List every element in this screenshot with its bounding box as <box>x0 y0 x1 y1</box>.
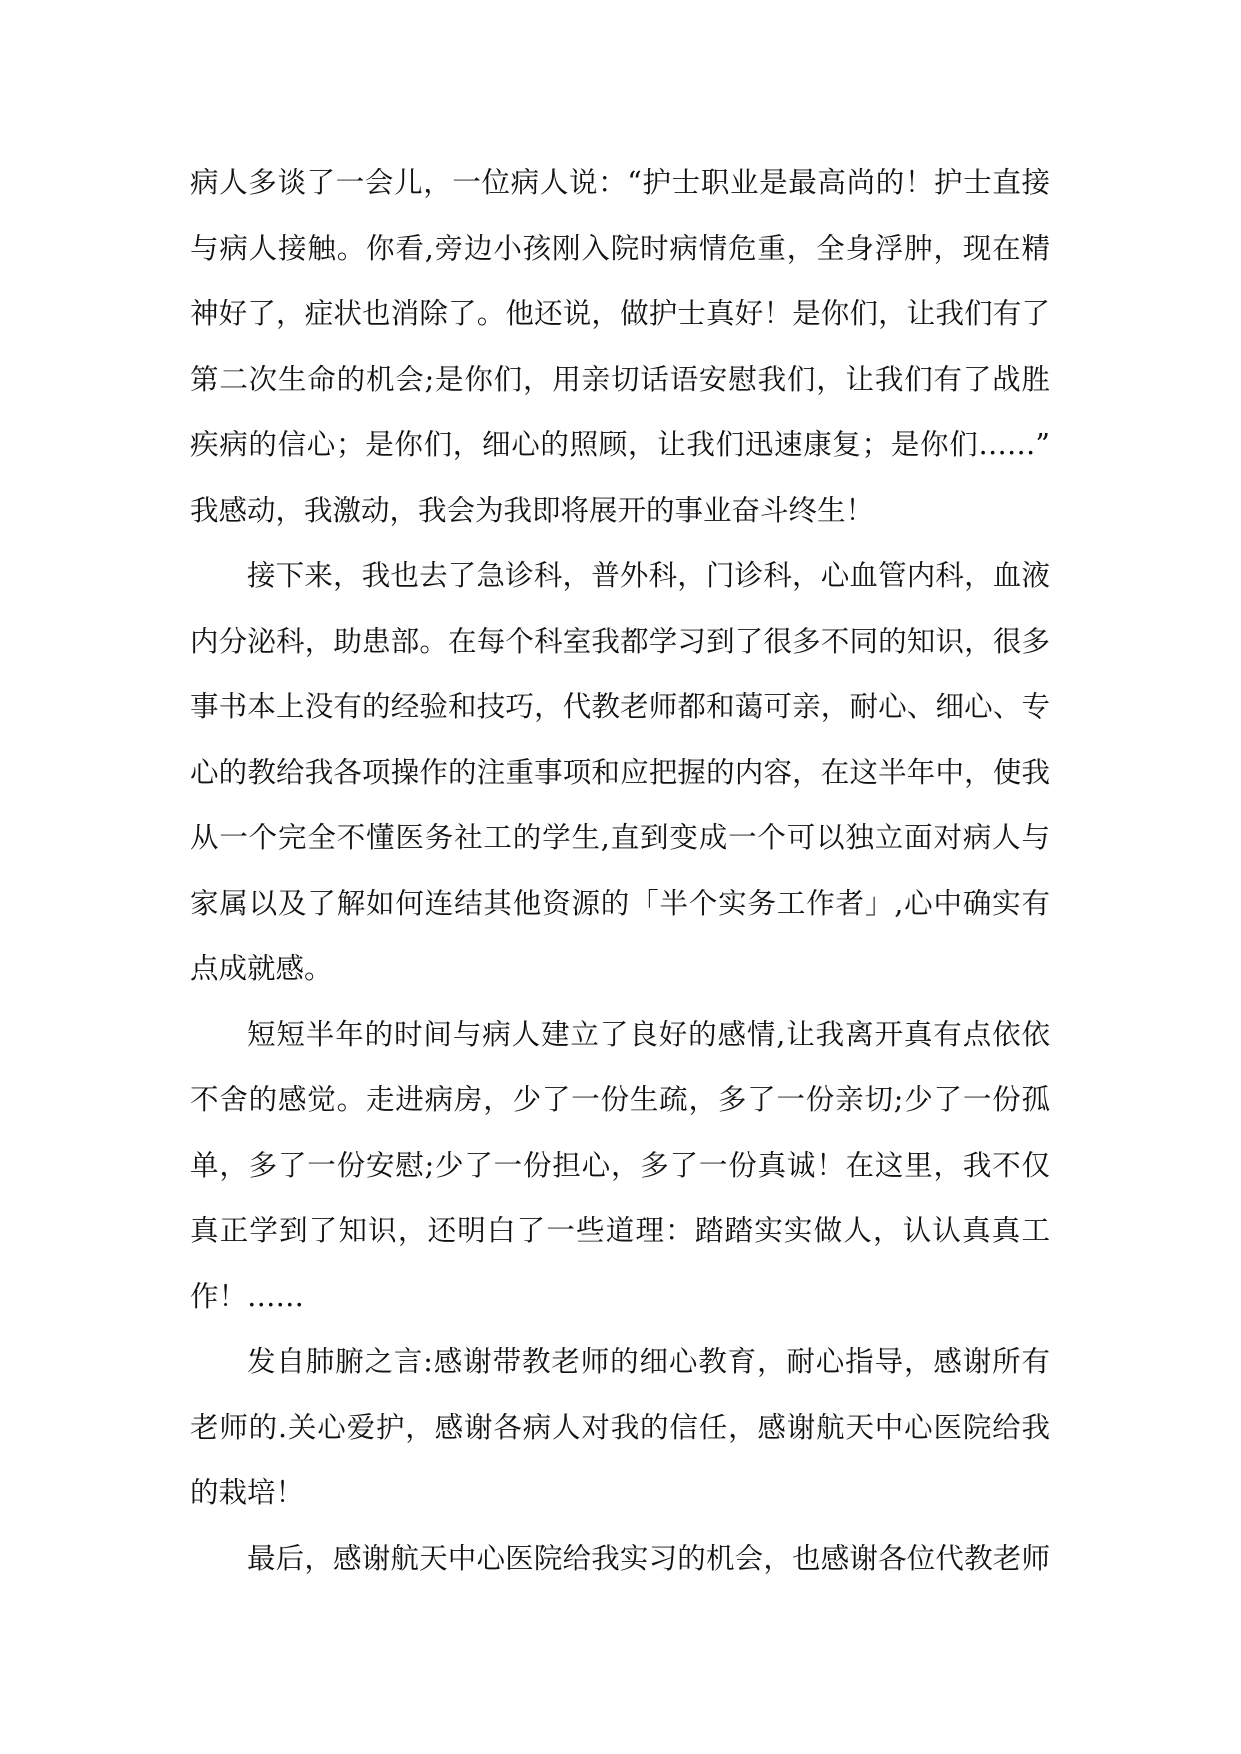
text-line: 神好了，症状也消除了。他还说，做护士真好！是你们，让我们有了 <box>190 297 1050 330</box>
text-line: 与病人接触。你看,旁边小孩刚入院时病情危重，全身浮肿，现在精 <box>190 231 1050 265</box>
text-line: 老师的.关心爱护，感谢各病人对我的信任，感谢航天中心医院给我 <box>190 1410 1050 1444</box>
paragraph <box>190 150 1050 543</box>
paragraph <box>190 1329 1050 1526</box>
text-line: 点成就感。 <box>190 952 333 985</box>
text-line: 心的教给我各项操作的注重事项和应把握的内容，在这半年中，使我 <box>190 755 1050 789</box>
body-text <box>190 150 1050 1591</box>
text-line: 作！…… <box>190 1279 305 1313</box>
text-line: 接下来，我也去了急诊科，普外科，门诊科，心血管内科，血液 <box>247 559 1050 592</box>
text-line: 短短半年的时间与病人建立了良好的感情,让我离开真有点依依 <box>247 1017 1050 1051</box>
text-line: 病人多谈了一会儿，一位病人说：“护士职业是最高尚的！护士直接 <box>190 166 1050 199</box>
text-line: 从一个完全不懂医务社工的学生,直到变成一个可以独立面对病人与 <box>190 821 1050 854</box>
paragraph <box>190 1002 1050 1330</box>
text-line: 的栽培！ <box>190 1476 305 1509</box>
text-line: 单，多了一份安慰;少了一份担心，多了一份真诚！在这里，我不仅 <box>190 1148 1050 1182</box>
paragraph <box>190 1526 1050 1592</box>
text-line: 家属以及了解如何连结其他资源的「半个实务工作者」,心中确实有 <box>190 886 1050 920</box>
text-line: 真正学到了知识，还明白了一些道理：踏踏实实做人，认认真真工 <box>190 1214 1050 1247</box>
text-line: 内分泌科，助患部。在每个科室我都学习到了很多不同的知识，很多 <box>190 624 1050 658</box>
text-line: 发自肺腑之言:感谢带教老师的细心教育，耐心指导，感谢所有 <box>247 1345 1050 1378</box>
text-line: 事书本上没有的经验和技巧，代教老师都和蔼可亲，耐心、细心、专 <box>190 690 1050 723</box>
text-line: 最后，感谢航天中心医院给我实习的机会，也感谢各位代教老师 <box>247 1541 1050 1575</box>
paragraph <box>190 543 1050 1002</box>
text-line: 不舍的感觉。走进病房，少了一份生疏，多了一份亲切;少了一份孤 <box>190 1083 1050 1116</box>
text-line: 疾病的信心；是你们，细心的照顾，让我们迅速康复；是你们……” <box>190 428 1050 461</box>
text-line: 我感动，我激动，我会为我即将展开的事业奋斗终生！ <box>190 493 875 527</box>
text-line: 第二次生命的机会;是你们，用亲切话语安慰我们，让我们有了战胜 <box>190 362 1050 396</box>
